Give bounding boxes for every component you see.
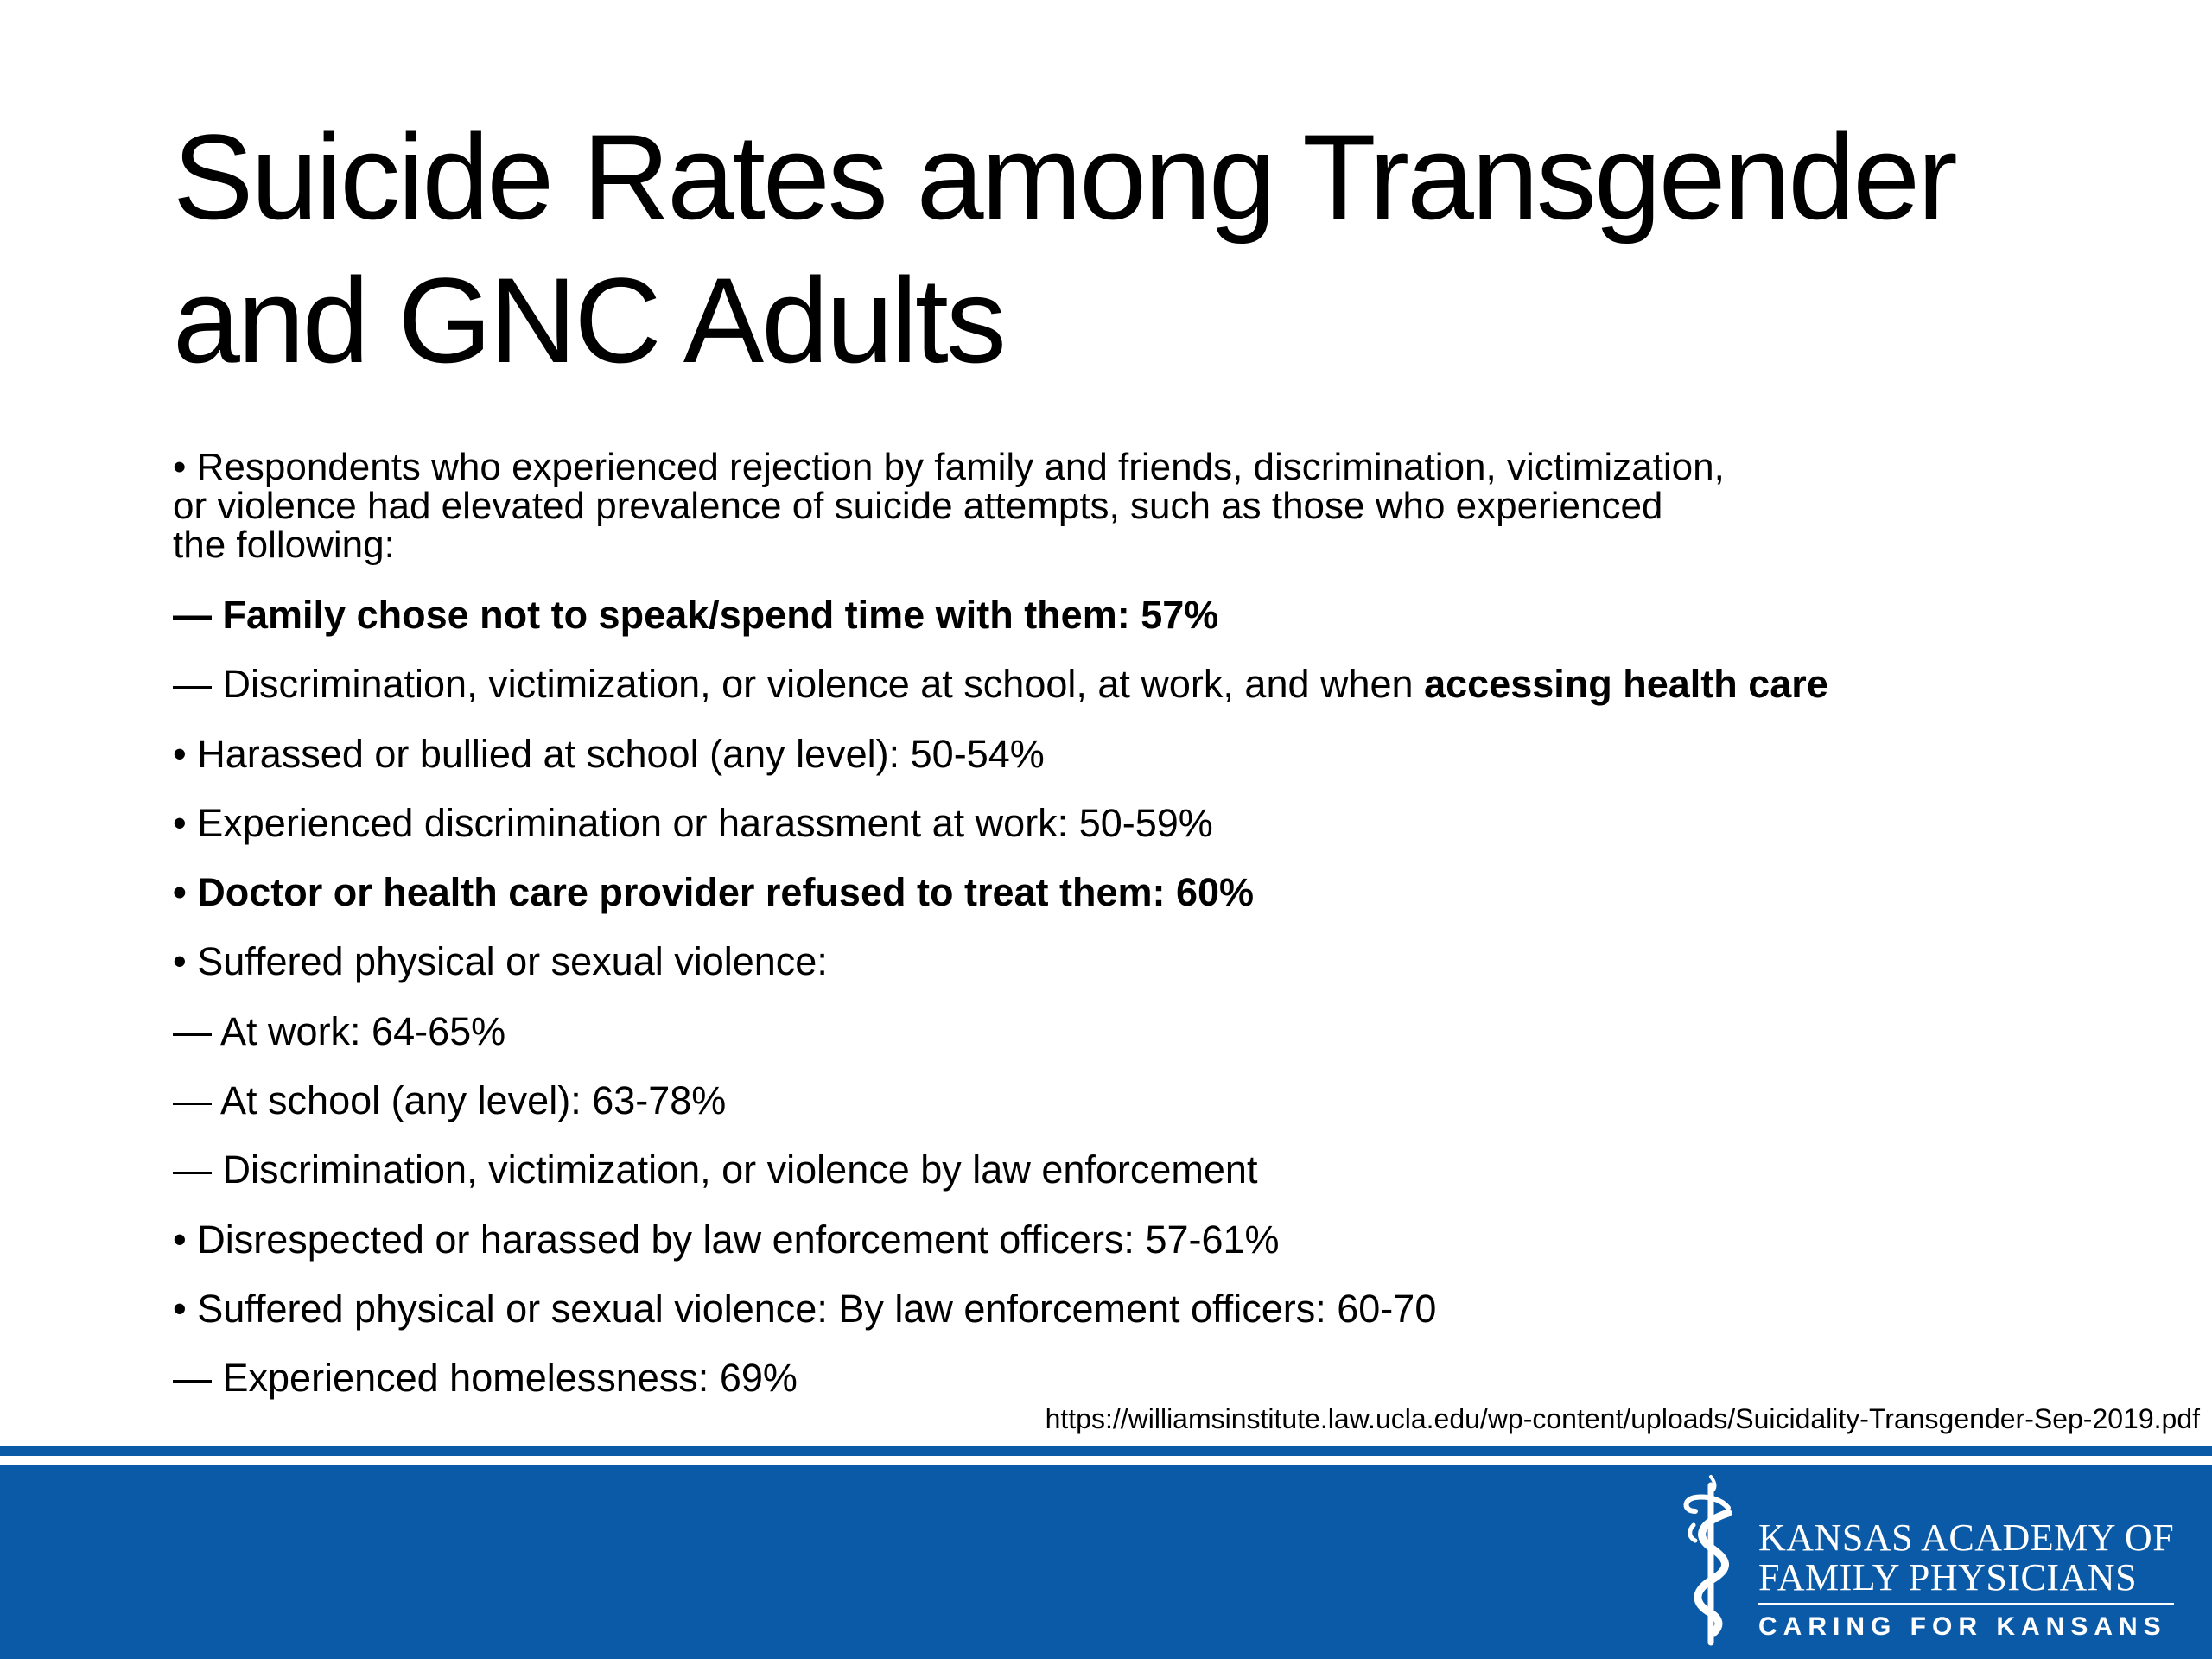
list-item-text: — Family chose not to speak/spend time with them: 57% — [173, 593, 1219, 637]
logo-line-1: KANSAS ACADEMY OF — [1758, 1516, 2175, 1559]
list-item — [173, 588, 2074, 657]
intro-line-1: • Respondents who experienced rejection by family and friends, discrimination, victimization, — [173, 446, 1725, 488]
list-item-text: • Doctor or health care provider refused to treat them: 60% — [173, 870, 1255, 915]
list-item — [173, 796, 2074, 865]
bullet-list — [173, 588, 2074, 1421]
list-item — [173, 1004, 2074, 1073]
footer-divider — [0, 1446, 2212, 1456]
title-line-2: and GNC Adults — [173, 252, 1004, 388]
intro-line-2: or violence had elevated prevalence of suicide attempts, such as those who experienced — [173, 485, 1663, 527]
list-item — [173, 1212, 2074, 1281]
list-item — [173, 657, 2074, 726]
intro-paragraph — [173, 448, 1987, 564]
slide-title — [173, 105, 2074, 392]
list-item — [173, 1073, 2074, 1142]
list-item-text: • Disrespected or harassed by law enforcement officers: 57-61% — [173, 1217, 1280, 1262]
list-item — [173, 865, 2074, 934]
list-item — [173, 934, 2074, 1003]
list-item — [173, 727, 2074, 796]
list-item-text: — At school (any level): 63-78% — [173, 1078, 727, 1123]
list-item-text: — Discrimination, victimization, or violence by law enforcement — [173, 1147, 1258, 1192]
list-item-text: • Suffered physical or sexual violence: — [173, 939, 828, 984]
logo-tagline: CARING FOR KANSANS — [1758, 1612, 2167, 1641]
title-line-1: Suicide Rates among Transgender — [173, 109, 1955, 245]
list-item-bold-text: accessing health care — [1424, 662, 1828, 707]
intro-line-3: the following: — [173, 524, 395, 566]
kafp-logo — [1668, 1473, 2175, 1646]
list-item-text: • Experienced discrimination or harassment at work: 50-59% — [173, 800, 1213, 845]
logo-text — [1758, 1518, 2174, 1642]
source-url[interactable]: https://williamsinstitute.law.ucla.edu/wp-content/uploads/Suicidality-Transgender-Sep-2019.pdf — [1045, 1403, 2200, 1434]
list-item — [173, 1142, 2074, 1211]
logo-line-2: FAMILY PHYSICIANS — [1758, 1558, 2174, 1605]
list-item-text: — Discrimination, victimization, or violence at school, at work, and when — [173, 662, 1425, 707]
list-item-text: • Suffered physical or sexual violence: By law enforcement officers: 60-70 — [173, 1286, 1437, 1331]
list-item-text: — At work: 64-65% — [173, 1008, 506, 1053]
caduceus-icon — [1676, 1473, 1745, 1646]
list-item-text: • Harassed or bullied at school (any level): 50-54% — [173, 731, 1045, 776]
list-item-text: — Experienced homelessness: 69% — [173, 1356, 798, 1401]
list-item — [173, 1281, 2074, 1351]
